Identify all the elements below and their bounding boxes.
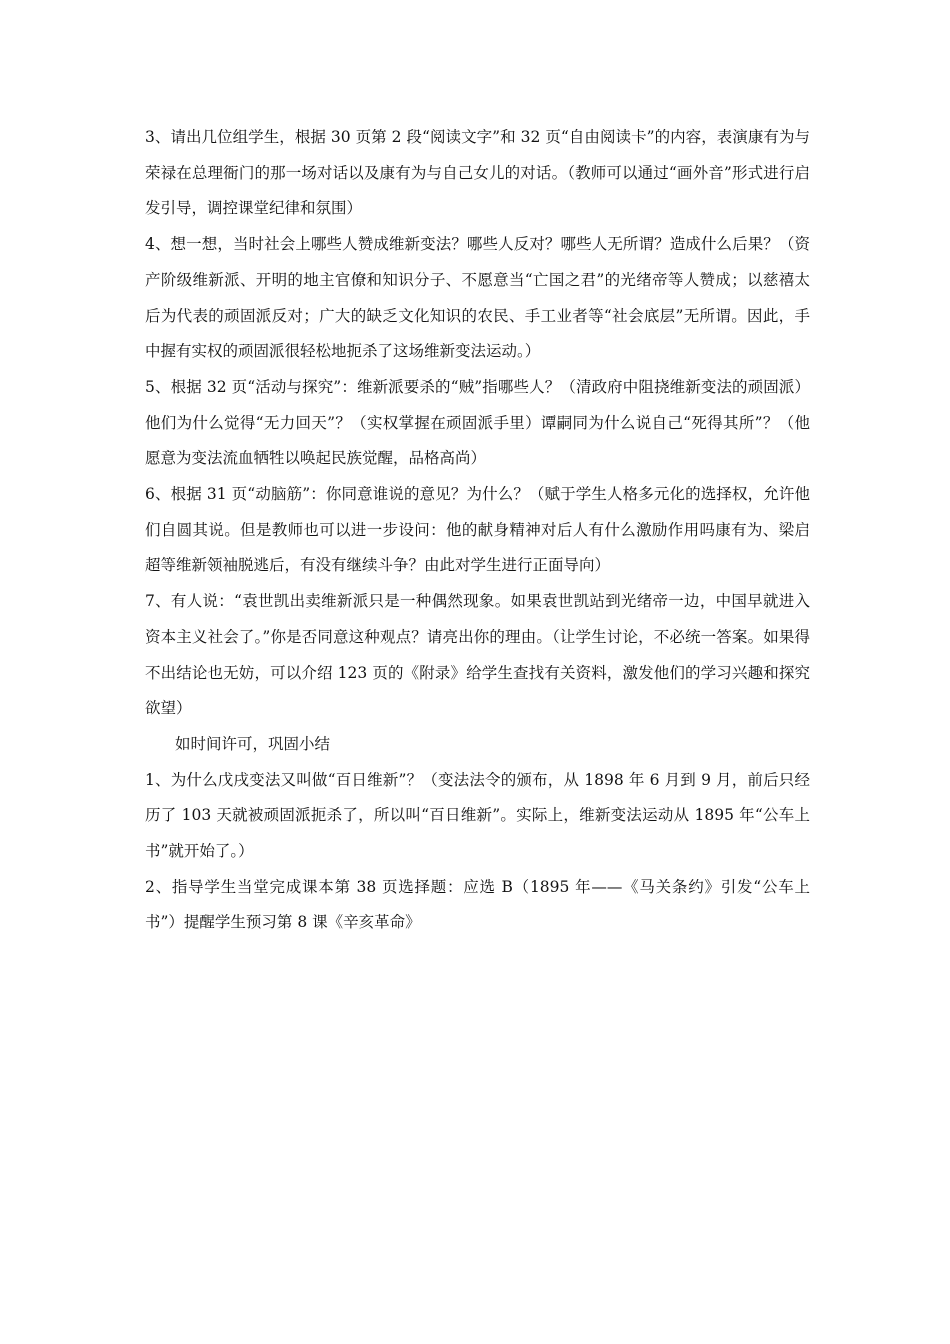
paragraph-item-4: 4、想一想，当时社会上哪些人赞成维新变法？哪些人反对？哪些人无所谓？造成什么后果？（资产阶级维新派、开明的地主官僚和知识分子、不愿意当“亡国之君”的光绪帝等人赞成；以慈禧太后为代表的顽固派反对；广大的缺乏文化知识的农民、手工业者等“社会底层”无所谓。因此，手中握有实权的顽固派很轻松地扼杀了这场维新变法运动。） xyxy=(145,235,810,361)
document-body xyxy=(145,120,810,941)
paragraph-item-6: 6、根据 31 页“动脑筋”：你同意谁说的意见？为什么？（赋于学生人格多元化的选择权，允许他们自圆其说。但是教师也可以进一步设问：他的献身精神对后人有什么激励作用吗康有为、梁启超等维新领袖脱逃后，有没有继续斗争？由此对学生进行正面导向） xyxy=(145,485,810,575)
paragraph-summary-1: 1、为什么戊戌变法又叫做“百日维新”？（变法法令的颁布，从 1898 年 6 月到 9 月，前后只经历了 103 天就被顽固派扼杀了，所以叫“百日维新”。实际上，维新变法运动从 1895 年“公车上书”就开始了。） xyxy=(145,770,810,861)
paragraph-summary-2: 2、指导学生当堂完成课本第 38 页选择题：应选 B（1895 年——《马关条约》引发“公车上书”）提醒学生预习第 8 课《辛亥革命》 xyxy=(145,877,810,932)
paragraph-item-5: 5、根据 32 页“活动与探究”：维新派要杀的“贼”指哪些人？（清政府中阻挠维新变法的顽固派）他们为什么觉得“无力回天”？（实权掌握在顽固派手里）谭嗣同为什么说自己“死得其所”？（他愿意为变法流血牺牲以唤起民族觉醒，品格高尚） xyxy=(145,377,810,468)
paragraph-item-3: 3、请出几位组学生，根据 30 页第 2 段“阅读文字”和 32 页“自由阅读卡”的内容，表演康有为与荣禄在总理衙门的那一场对话以及康有为与自己女儿的对话。（教师可以通过“画外音”形式进行启发引导，调控课堂纪律和氛围） xyxy=(145,128,810,218)
summary-heading: 如时间许可，巩固小结 xyxy=(175,734,331,753)
paragraph-item-7: 7、有人说：“袁世凯出卖维新派只是一种偶然现象。如果袁世凯站到光绪帝一边，中国早就进入资本主义社会了。”你是否同意这种观点？请亮出你的理由。（让学生讨论，不必统一答案。如果得不出结论也无妨，可以介绍 123 页的《附录》给学生查找有关资料，激发他们的学习兴趣和探究欲望） xyxy=(145,592,810,718)
